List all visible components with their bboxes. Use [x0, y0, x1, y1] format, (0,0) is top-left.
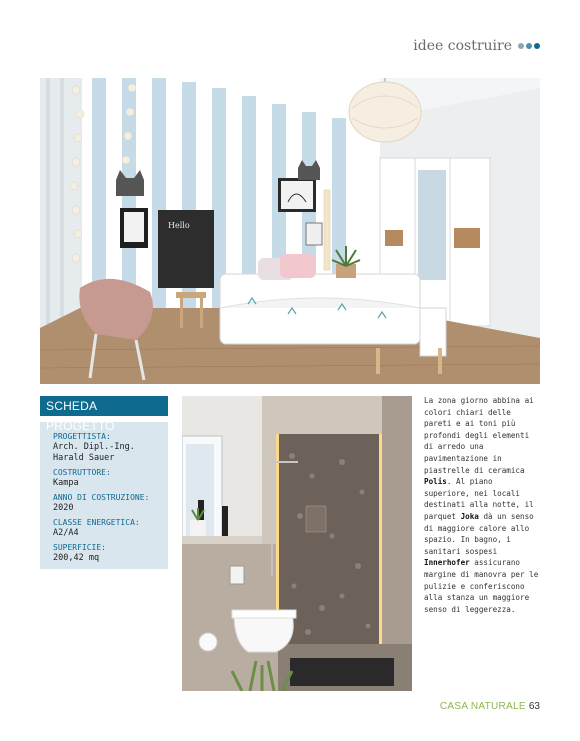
body-paragraph — [424, 395, 542, 615]
field-value: Arch. Dipl.-Ing. — [53, 442, 135, 452]
field-costruttore — [53, 468, 162, 489]
dot-2 — [526, 43, 532, 49]
brand-joka: Joka — [460, 511, 479, 521]
field-value: 200,42 mq — [53, 553, 100, 563]
field-label: CLASSE ENERGETICA: — [53, 518, 140, 527]
project-sheet-body — [40, 422, 168, 569]
field-value: 2020 — [53, 503, 74, 513]
body-text-part: dà un senso di maggiore calore allo spazio. In bagno, i sanitari sospesi — [424, 511, 534, 556]
field-progettista — [53, 432, 162, 464]
body-text-part: . Al piano superiore, nei locali destinati alla notte, il parquet — [424, 477, 534, 521]
body-text-part: assicurano margine di manovra per le pulizie e conferiscono alla stanza un maggiore senso di leggerezza. — [424, 558, 539, 614]
bedroom-illustration — [40, 78, 540, 384]
body-text-part: La zona giorno abbina ai colori chiari delle pareti e ai toni più profondi degli elementi di arredo una pavimentazione in piastrelle di ceramica — [424, 396, 534, 475]
field-label: SUPERFICIE: — [53, 543, 106, 552]
magazine-name: CASA NATURALE — [439, 701, 526, 712]
project-sheet-title: SCHEDA PROGETTO — [40, 396, 168, 416]
field-label: ANNO DI COSTRUZIONE: — [53, 493, 150, 502]
bathroom-illustration — [182, 396, 412, 691]
field-label: COSTRUTTORE: — [53, 468, 111, 477]
field-value: A2/A4 — [53, 528, 79, 538]
field-label: PROGETTISTA: — [53, 432, 111, 441]
bathroom-photo — [182, 396, 412, 691]
bedroom-photo — [40, 78, 540, 384]
project-sheet — [40, 396, 168, 569]
field-superficie — [53, 543, 162, 564]
field-value: Harald Sauer — [53, 453, 115, 463]
section-title: idee costruire — [413, 38, 512, 54]
page-footer — [440, 701, 540, 712]
field-anno — [53, 493, 162, 514]
chalkboard-text: Hello — [168, 221, 190, 230]
page-number: 63 — [528, 701, 540, 712]
dot-3 — [534, 43, 540, 49]
header-dots-icon — [518, 43, 540, 49]
brand-innerhofer: Innerhofer — [424, 558, 470, 568]
brand-polis: Polis — [424, 477, 447, 487]
field-classe — [53, 518, 162, 539]
dot-1 — [518, 43, 524, 49]
field-value: Kampa — [53, 478, 79, 488]
section-header — [413, 38, 540, 54]
